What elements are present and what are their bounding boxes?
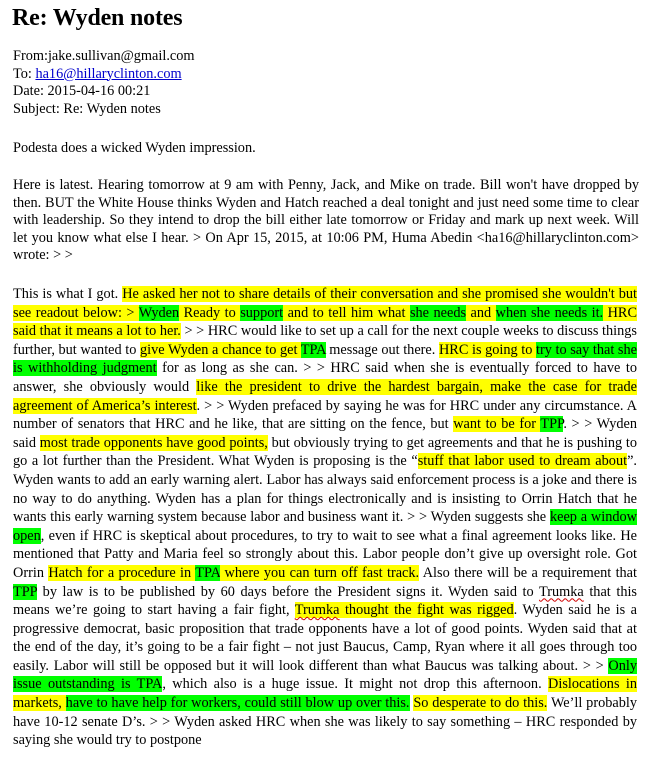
paragraph-1: Podesta does a wicked Wyden impression. bbox=[13, 140, 256, 156]
text-segment: . > > Wyden said bbox=[13, 416, 637, 451]
text-segment: > > HRC would like to set up a call for the next couple weeks to discuss things further, but wanted to bbox=[13, 323, 637, 358]
text-segment: ”. Wyden wants to add an early warning alert. Labor has always said enforcement process is a joke and there is no way to do anything. Wyden has a plan for things electronically and is insisting to Orrin Hatch that he wants this early warning system because labor and business want it. > > Wyden suggests she bbox=[13, 453, 637, 526]
yellow-highlight-segment: HRC is going to bbox=[438, 341, 537, 358]
text-segment: , even if HRC is skeptical about procedures, to try to wait to see what a final agreement looks like. He mentioned that Patty and Maria feel so strongly about this. Labor people don’t give up oversight role. Got Orrin bbox=[13, 527, 637, 581]
yellow-highlight-segment: and to tell him what bbox=[283, 304, 410, 321]
email-header bbox=[13, 48, 195, 118]
green-highlight-segment: TPA bbox=[300, 341, 326, 358]
green-highlight-segment: Only issue outstanding is TPA bbox=[13, 657, 637, 693]
date-line: Date: 2015-04-16 00:21 bbox=[13, 83, 151, 99]
text-segment: for as long as she can. > > HRC said when she is eventually forced to have to answer, she obviously would bbox=[13, 360, 637, 395]
yellow-highlight-segment: want to be for bbox=[453, 416, 541, 433]
green-highlight-segment: TPA bbox=[195, 564, 221, 581]
yellow-highlight-segment: Hatch for a procedure in bbox=[48, 564, 196, 581]
yellow-highlight-segment: most trade opponents have good points, bbox=[39, 434, 268, 451]
text-segment: This is what I got. bbox=[13, 286, 123, 302]
green-highlight-segment: TPP bbox=[540, 416, 564, 433]
to-line bbox=[13, 66, 195, 84]
from-line: From:jake.sullivan@gmail.com bbox=[13, 48, 195, 64]
green-highlight-segment: keep a window open bbox=[13, 509, 637, 544]
yellow-highlight-segment: stuff that labor used to dream about bbox=[417, 453, 628, 470]
text-segment: . Wyden said he is a progressive democrat, basic proposition that trade opponents have a lot of good points. Wyden said that at the end of the day, it’s going to be a fair fight – not just Baucus, Camp, Ryan where it all goes through too easily. Labor will still be opposed but it will look different than what Baucus was talking about. > > bbox=[13, 602, 637, 674]
paragraph-2: Here is latest. Hearing tomorrow at 9 am with Penny, Jack, and Mike on trade. Bill won't have dropped by then. BUT the White House thinks Wyden and Hatch reached a deal tonight and just need some time to clear with leadership. So they intend to drop the bill either late tomorrow or Friday and mark up next week. Will let you know what else I hear. > On Apr 15, 2015, at 10:06 PM, Huma Abedin <ha16@hillaryclinton.com> wrote: > > bbox=[13, 177, 639, 264]
green-highlight-segment: try to say that she is withholding judgment bbox=[13, 341, 637, 377]
text-segment: but obviously trying to get agreements and that he is pushing to go a lot further than the President. What Wyden is proposing is the “ bbox=[13, 434, 637, 470]
yellow-highlight-segment: HRC said that it means a lot to her. bbox=[13, 304, 637, 340]
yellow-highlight-segment: like the president to drive the hardest bargain, make the case for trade agreement of America’s interest bbox=[13, 378, 637, 414]
text-segment: , which also is a huge issue. It might not drop this afternoon. bbox=[162, 676, 549, 693]
green-highlight-segment: have to have help for workers, could still blow up over this. bbox=[65, 695, 410, 712]
text-segment: that this means we’re going to start having a fair fight, bbox=[13, 583, 637, 619]
green-highlight-segment: she needs bbox=[409, 304, 467, 321]
to-label: To: bbox=[13, 65, 36, 82]
forwarded-readout bbox=[13, 285, 637, 750]
green-highlight-segment: when she needs it. bbox=[495, 304, 604, 321]
subject-line: Subject: Re: Wyden notes bbox=[13, 100, 161, 117]
to-address-link[interactable]: ha16@hillaryclinton.com bbox=[35, 65, 182, 82]
email-title: Re: Wyden notes bbox=[12, 5, 183, 31]
yellow-highlight-segment: Trumka bbox=[294, 602, 340, 619]
green-highlight-segment: Wyden bbox=[138, 304, 180, 321]
text-segment: Trumka bbox=[539, 583, 584, 600]
yellow-highlight-segment: where you can turn off fast track. bbox=[220, 564, 420, 581]
yellow-highlight-segment: thought the fight was rigged bbox=[339, 602, 514, 619]
text-segment: Also there will be a requirement that bbox=[419, 564, 638, 581]
text-segment: message out there. bbox=[325, 341, 439, 358]
yellow-highlight-segment: and bbox=[466, 304, 496, 321]
yellow-highlight-segment: He asked her not to share details of their conversation and she promised she wouldn't but see readout below: > bbox=[13, 286, 637, 321]
yellow-highlight-segment: Dislocations in markets, bbox=[13, 676, 637, 712]
text-segment: . > > Wyden prefaced by saying he was for HRC under any circumstance. A number of senators that HRC and he like, that are sitting on the fence, but bbox=[13, 397, 637, 433]
yellow-highlight-segment: Ready to bbox=[179, 304, 241, 321]
yellow-highlight-segment: So desperate to do this. bbox=[413, 695, 548, 712]
text-segment: We’ll probably have 10-12 senate D’s. > > Wyden asked HRC when she was likely to say something – HRC responded by saying she would try to postpone bbox=[13, 695, 637, 749]
green-highlight-segment: support bbox=[240, 304, 284, 321]
green-highlight-segment: TPP bbox=[13, 583, 38, 600]
text-segment: by law is to be published by 60 days before the President signs it. Wyden said to bbox=[37, 583, 539, 600]
yellow-highlight-segment: give Wyden a chance to get bbox=[140, 341, 301, 358]
